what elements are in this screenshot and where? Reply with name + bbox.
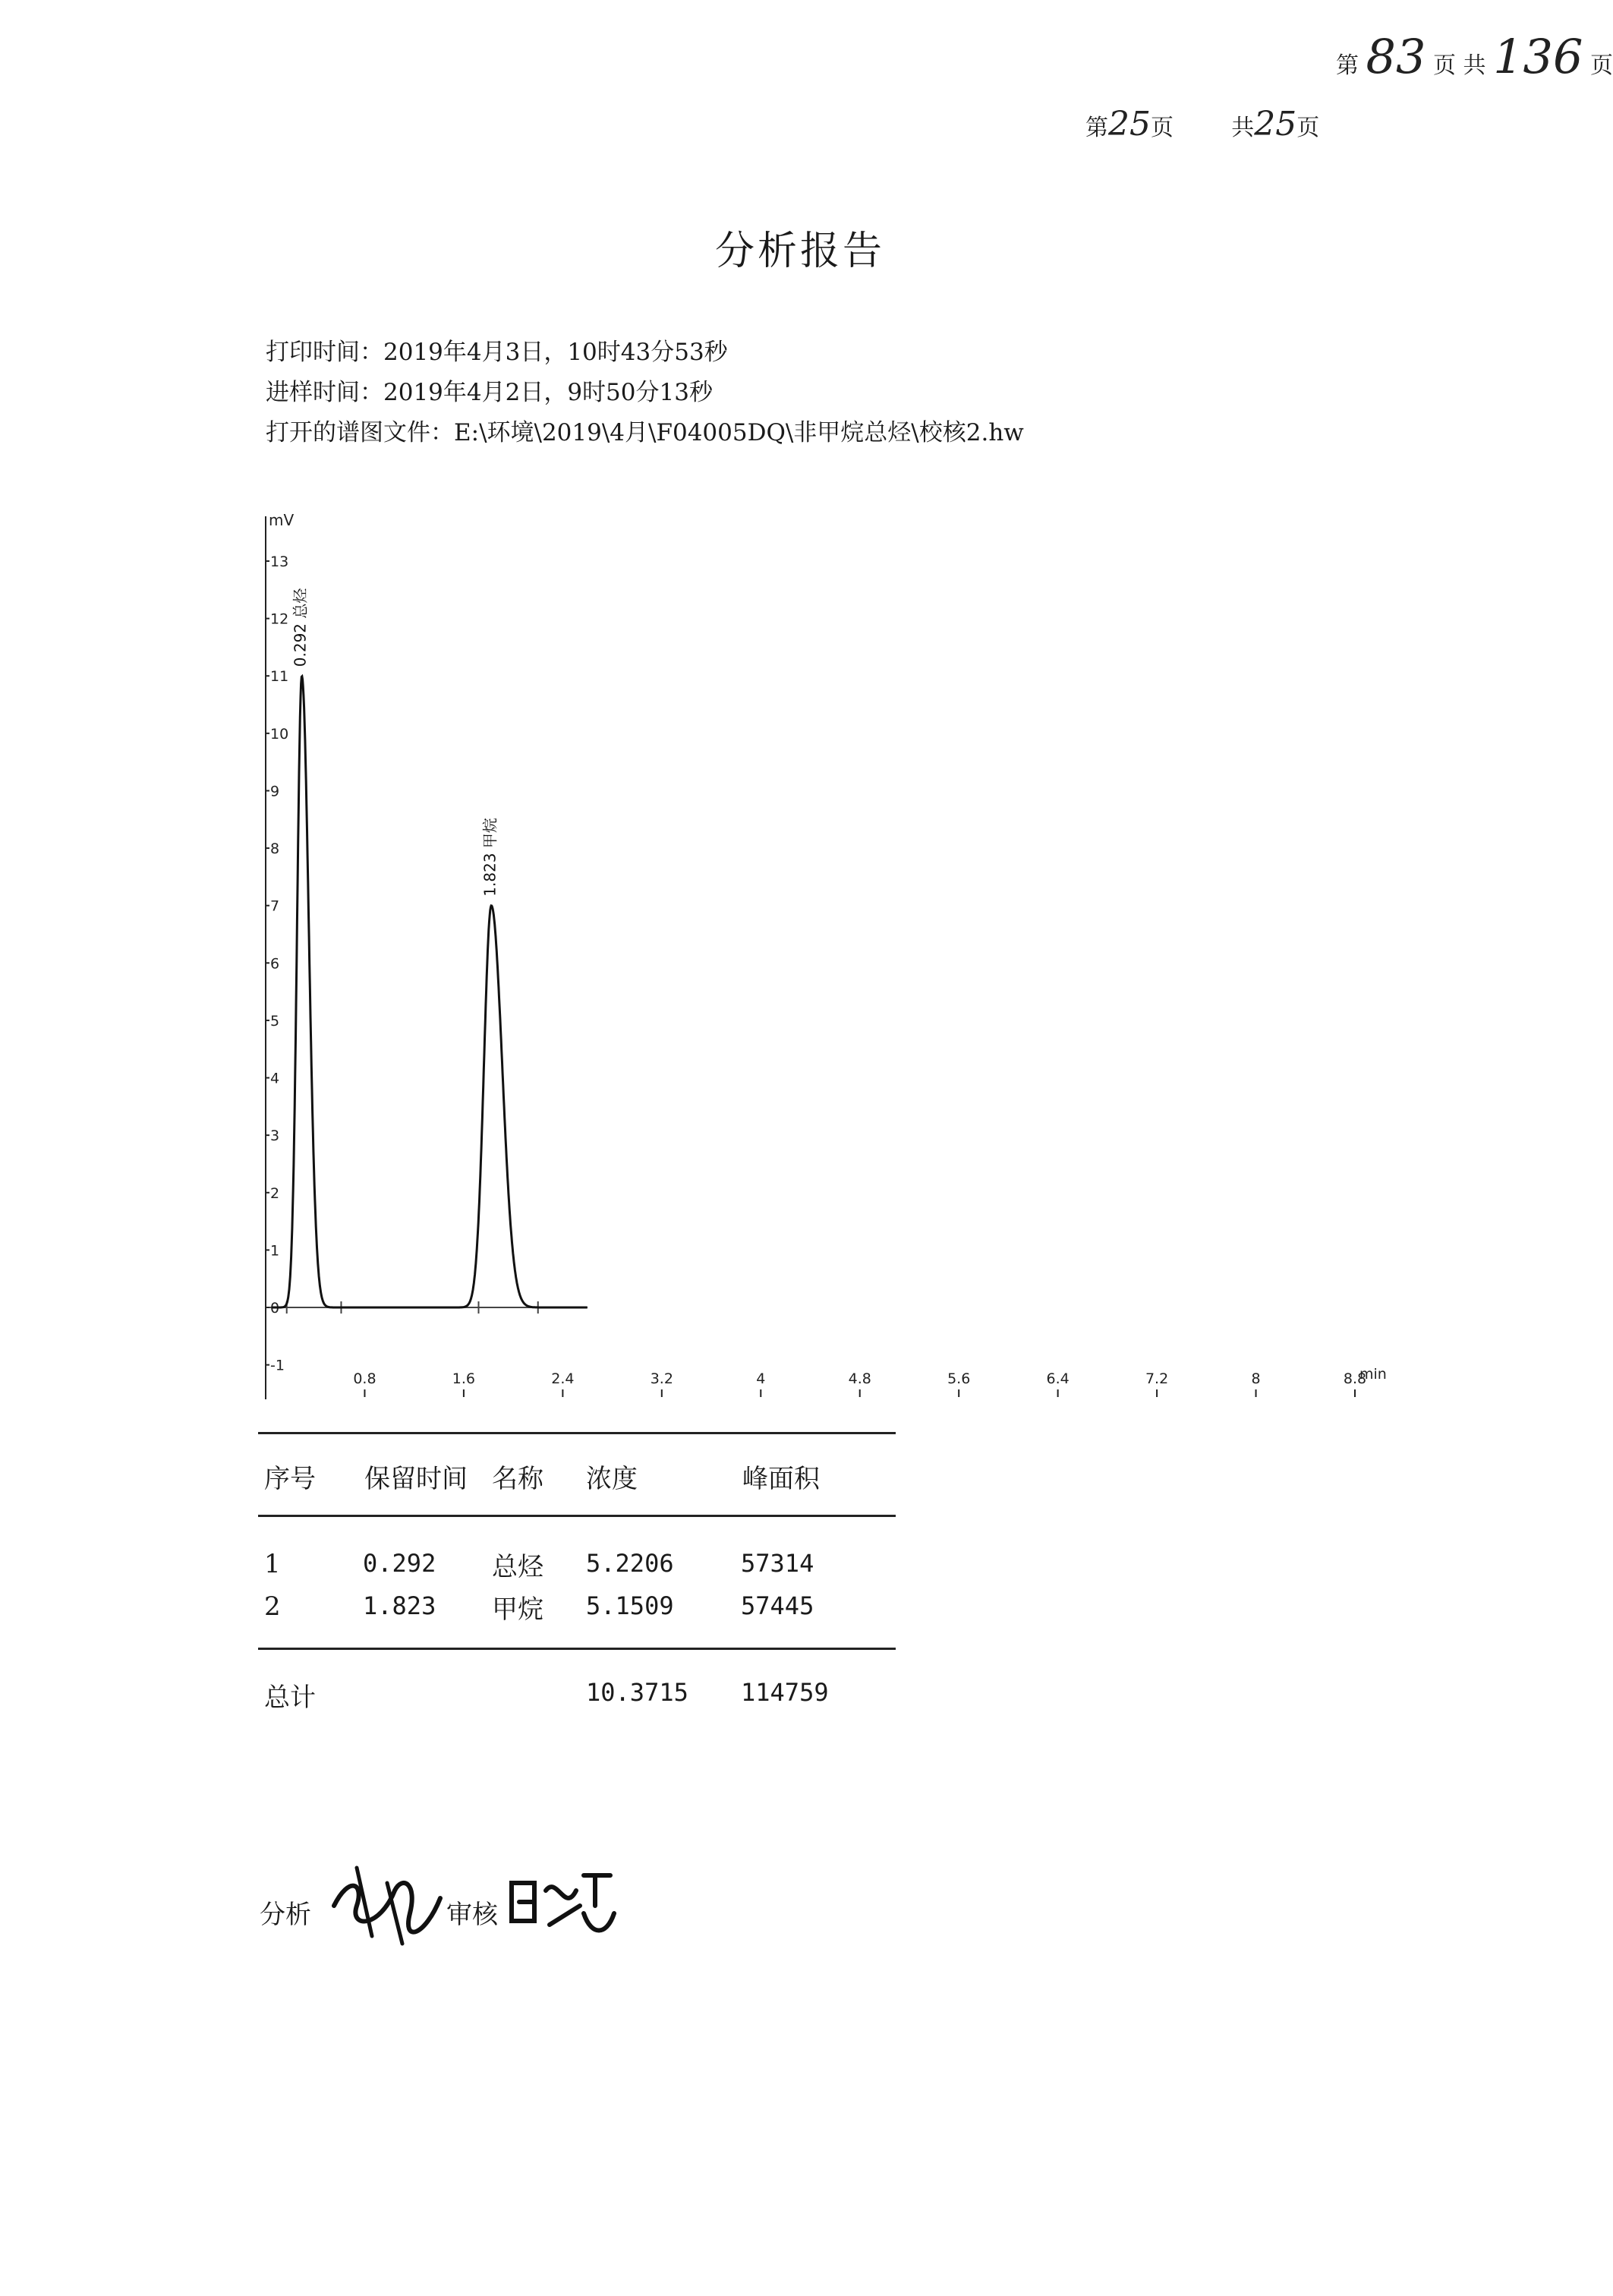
analyst-signature bbox=[326, 1853, 448, 1951]
report-page-number: 25 bbox=[1108, 105, 1151, 144]
counter-prefix: 第 bbox=[1336, 52, 1359, 79]
x-tick-label: 1.6 bbox=[452, 1370, 476, 1387]
counter-total-prefix: 共 bbox=[1463, 52, 1486, 79]
archive-page-number: 83 bbox=[1366, 29, 1426, 84]
row-name: 总烃 bbox=[492, 1552, 543, 1582]
print-time: 打印时间：2019年4月3日，10时43分53秒 bbox=[266, 339, 728, 366]
page-prefix: 第 bbox=[1085, 115, 1108, 141]
x-tick-label: 5.6 bbox=[947, 1370, 971, 1387]
x-tick-label: 0.8 bbox=[353, 1370, 376, 1387]
row-concentration: 5.2206 bbox=[586, 1549, 674, 1578]
peak-label: 1.823 甲烷 bbox=[480, 818, 499, 897]
counter-suffix: 页 bbox=[1589, 52, 1613, 79]
y-axis-unit-label: mV bbox=[269, 511, 295, 529]
peak-label: 0.292 总烃 bbox=[291, 588, 310, 667]
report-total-number: 25 bbox=[1254, 105, 1297, 144]
y-tick-label: 2 bbox=[270, 1184, 280, 1202]
x-tick-label: 4.8 bbox=[848, 1370, 871, 1387]
y-tick-label: 4 bbox=[270, 1070, 280, 1087]
x-tick-label: 6.4 bbox=[1046, 1370, 1070, 1387]
col-header-index: 序号 bbox=[264, 1464, 316, 1494]
row-retention: 1.823 bbox=[363, 1591, 436, 1620]
chart-trace bbox=[272, 676, 588, 1307]
x-tick-label: 4 bbox=[756, 1370, 766, 1387]
y-tick-label: 0 bbox=[270, 1300, 280, 1317]
report-title: 分析报告 bbox=[714, 229, 885, 274]
total-label: 总计 bbox=[264, 1683, 316, 1713]
x-tick-label: 8.8 bbox=[1343, 1370, 1367, 1387]
counter-mid: 页 bbox=[1433, 52, 1456, 79]
y-tick-label: 9 bbox=[270, 783, 280, 800]
page-suffix: 页 bbox=[1296, 115, 1320, 141]
chromatogram-trace bbox=[272, 676, 588, 1307]
x-tick-label: 8 bbox=[1251, 1370, 1261, 1387]
y-tick-label: 1 bbox=[270, 1242, 280, 1260]
y-tick-label: 8 bbox=[270, 840, 280, 858]
x-tick-label: 2.4 bbox=[551, 1370, 575, 1387]
y-tick-label: 13 bbox=[270, 554, 289, 570]
col-header-retention: 保留时间 bbox=[364, 1464, 468, 1494]
row-concentration: 5.1509 bbox=[586, 1591, 674, 1620]
col-header-name: 名称 bbox=[492, 1464, 543, 1494]
y-tick-label: 6 bbox=[270, 955, 280, 973]
y-tick-label: 11 bbox=[270, 668, 289, 686]
y-tick-label: 7 bbox=[270, 897, 280, 915]
x-tick-label: 3.2 bbox=[650, 1370, 673, 1387]
row-index: 1 bbox=[264, 1549, 281, 1579]
y-tick-label: 5 bbox=[270, 1012, 280, 1030]
y-tick-label: 12 bbox=[270, 610, 289, 628]
row-area: 57314 bbox=[741, 1549, 814, 1578]
row-retention: 0.292 bbox=[363, 1549, 436, 1578]
file-path: 打开的谱图文件：E:\环境\2019\4月\F04005DQ\非甲烷总烃\校核2.hw bbox=[266, 419, 1024, 446]
col-header-area: 峰面积 bbox=[742, 1464, 820, 1494]
total-concentration: 10.3715 bbox=[586, 1678, 688, 1707]
inject-time: 进样时间：2019年4月2日，9时50分13秒 bbox=[266, 379, 713, 406]
table-header-rule bbox=[258, 1515, 896, 1517]
chart-peak-labels bbox=[291, 588, 499, 897]
chart-axes bbox=[266, 511, 588, 1399]
row-area: 57445 bbox=[741, 1591, 814, 1620]
table-top-rule bbox=[258, 1432, 896, 1434]
row-index: 2 bbox=[264, 1591, 281, 1622]
table-total-rule bbox=[258, 1648, 896, 1650]
reviewer-label: 审核 bbox=[446, 1900, 498, 1930]
page-mid: 页 bbox=[1151, 115, 1174, 141]
col-header-concentration: 浓度 bbox=[586, 1464, 638, 1494]
y-tick-label: 3 bbox=[270, 1128, 280, 1145]
y-tick-label: -1 bbox=[270, 1357, 285, 1374]
chart-ticks bbox=[266, 554, 1387, 1397]
x-tick-label: 7.2 bbox=[1145, 1370, 1169, 1387]
total-area: 114759 bbox=[741, 1678, 829, 1707]
row-name: 甲烷 bbox=[492, 1594, 543, 1625]
reviewer-signature bbox=[504, 1860, 618, 1944]
y-tick-label: 10 bbox=[270, 725, 289, 743]
analyst-label: 分析 bbox=[260, 1900, 311, 1930]
page-total-prefix: 共 bbox=[1231, 115, 1255, 141]
archive-total-number: 136 bbox=[1493, 29, 1583, 84]
x-axis-unit-label: min bbox=[1359, 1366, 1387, 1383]
